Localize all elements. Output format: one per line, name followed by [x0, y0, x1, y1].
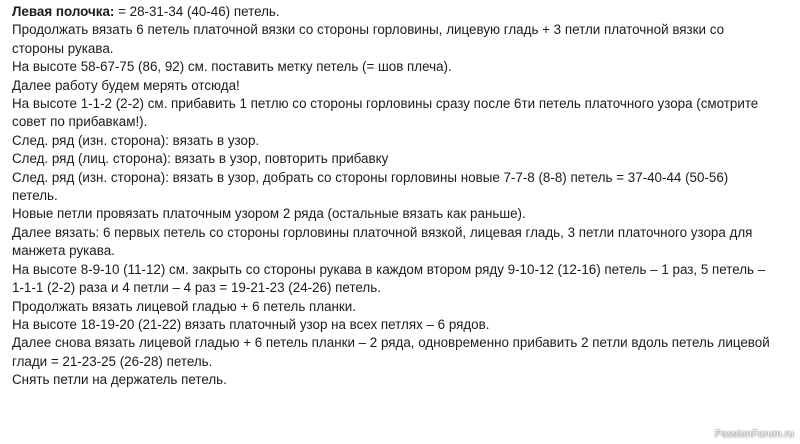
- text-line: Далее вязать: 6 первых петель со стороны горловины платочной вязкой, лицевая гладь, 3 петли платочного узора для: [12, 224, 753, 240]
- text-line: Продолжать вязать лицевой гладью + 6 петель планки.: [12, 298, 356, 314]
- text-line: След. ряд (лиц. сторона): вязать в узор, повторить прибавку: [12, 151, 389, 167]
- text-line: Продолжать вязать 6 петель платочной вязки со стороны горловины, лицевую гладь + 3 петли платочной вязки со: [12, 22, 725, 38]
- heading-line: [12, 3, 788, 21]
- text-line: Далее снова вязать лицевой гладью + 6 петель планки – 2 ряда, одновременно прибавить 2 петли вдоль петель лицевой: [12, 335, 770, 351]
- text-line: совет по прибавкам!).: [12, 114, 148, 130]
- text-line: Новые петли провязать платочным узором 2 ряда (остальные вязать как раньше).: [12, 206, 526, 222]
- text-line: Снять петли на держатель петель.: [12, 372, 227, 388]
- text-line: 1-1-1 (2-2) раза и 4 петли – 4 раз = 19-21-23 (24-26) петель.: [12, 280, 381, 296]
- text-line: Далее работу будем мерять отсюда!: [12, 77, 240, 93]
- text-line: На высоте 8-9-10 (11-12) см. закрыть со стороны рукава в каждом втором ряду 9-10-12 (12-16) петель – 1 раз, 5 петель –: [12, 261, 766, 277]
- text-line: След. ряд (изн. сторона): вязать в узор, добрать со стороны горловины новые 7-7-8 (8-8) петель = 37-40-44 (50-56): [12, 169, 729, 185]
- heading-stitch-count: = 28-31-34 (40-46) петель.: [114, 4, 280, 19]
- text-line: петель.: [12, 188, 58, 204]
- text-line: На высоте 58-67-75 (86, 92) см. поставить метку петель (= шов плеча).: [12, 59, 452, 75]
- text-line: глади = 21-23-25 (26-28) петель.: [12, 353, 213, 369]
- text-line: манжета рукава.: [12, 243, 115, 259]
- text-line: На высоте 18-19-20 (21-22) вязать платочный узор на всех петлях – 6 рядов.: [12, 316, 490, 332]
- text-line: стороны рукава.: [12, 40, 114, 56]
- site-watermark: PassionForum.ru: [714, 429, 794, 440]
- section-heading: Левая полочка:: [12, 4, 115, 19]
- text-line: На высоте 1-1-2 (2-2) см. прибавить 1 петлю со стороны горловины сразу после 6ти петель платочного узора (смотрите: [12, 96, 759, 112]
- text-line: След. ряд (изн. сторона): вязать в узор.: [12, 132, 260, 148]
